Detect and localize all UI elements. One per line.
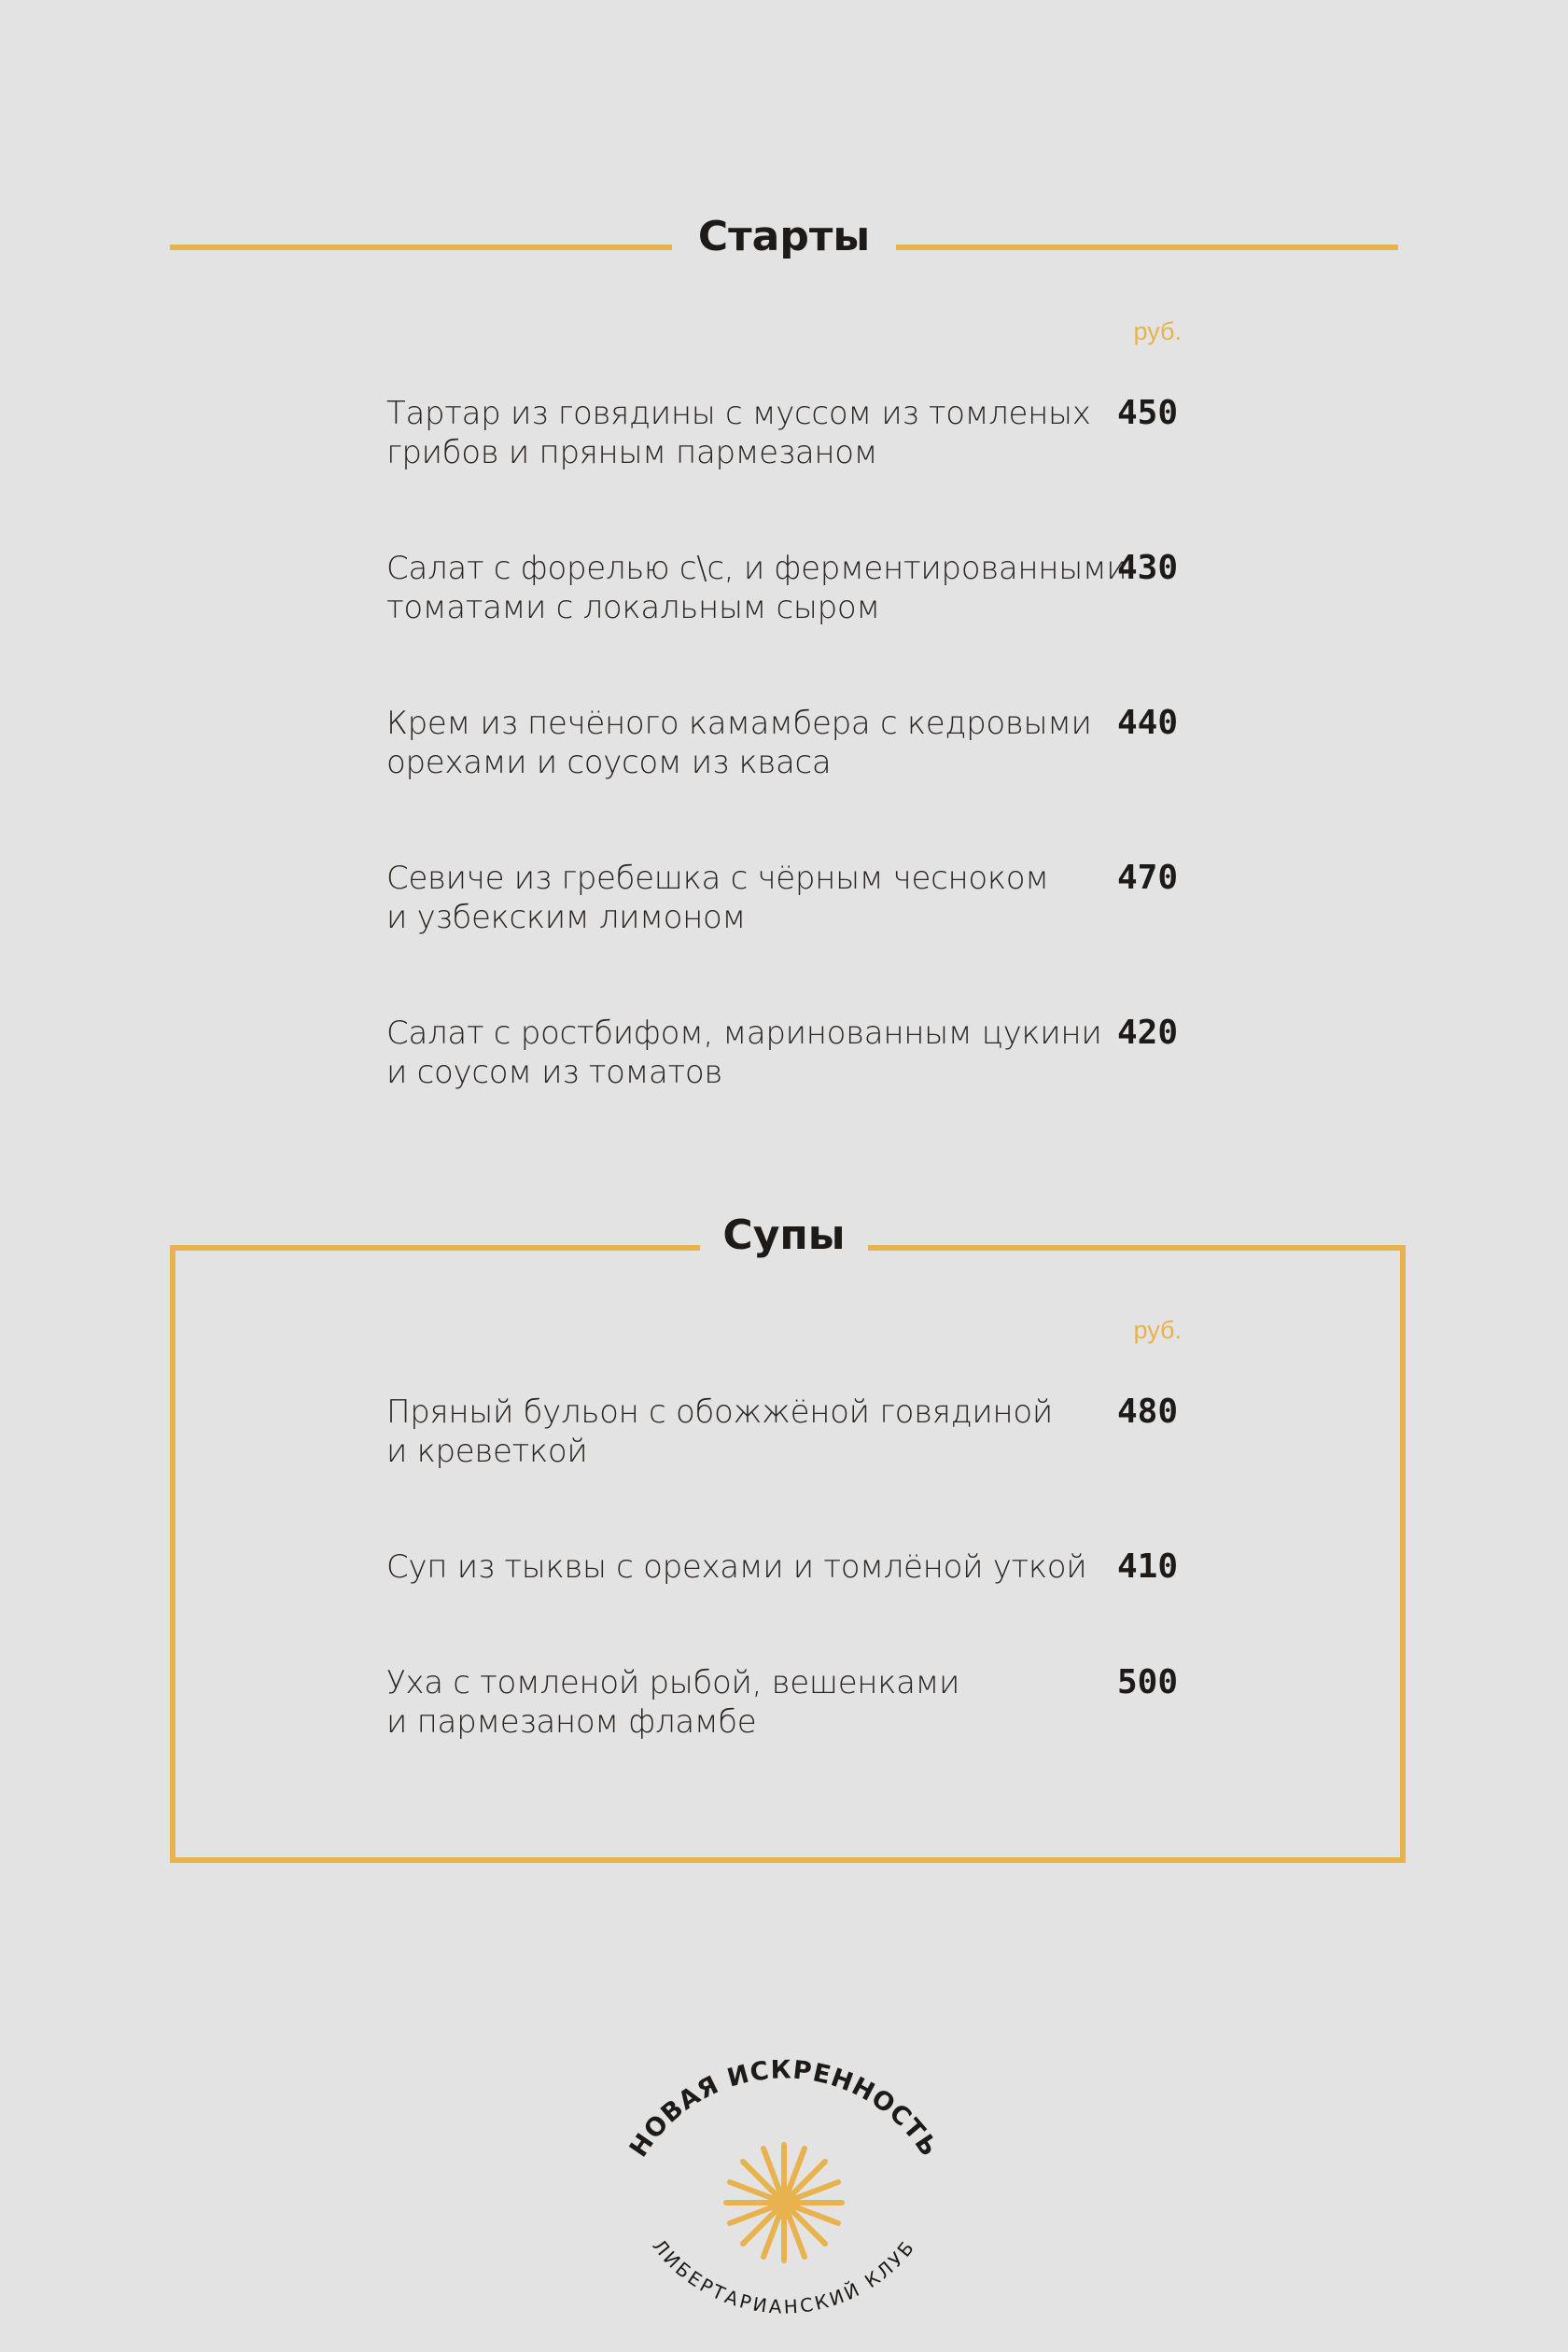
menu-item-name-cont: грибов и пряным пармезаном — [386, 434, 878, 471]
menu-item — [386, 859, 1096, 937]
menu-item — [386, 1393, 1096, 1471]
menu-item-name-cont: томатами с локальным сыром — [386, 589, 880, 626]
menu-item-price: 440 — [1116, 704, 1178, 742]
menu-item-price: 450 — [1116, 394, 1178, 432]
menu-item-price: 420 — [1116, 1014, 1178, 1052]
logo-bottom-text: ЛИБЕРТАРИАНСКИЙ КЛУБ — [648, 2234, 920, 2318]
section-title-soups: Супы — [722, 1211, 846, 1259]
menu-item-name: Крем из печёного камамбера с кедровыми — [386, 705, 1092, 742]
menu-item-name: Суп из тыквы с орехами и томлёной уткой — [386, 1548, 1087, 1586]
menu-item — [386, 1547, 1096, 1587]
menu-item-price: 470 — [1116, 859, 1178, 897]
menu-item-name: Севиче из гребешка с чёрным чесноком — [386, 860, 1049, 897]
menu-item-name: Салат с ростбифом, маринованным цукини — [386, 1015, 1102, 1052]
menu-item-name-cont: и креветкой — [386, 1433, 588, 1470]
menu-item-name-cont: и пармезаном фламбе — [386, 1703, 757, 1741]
menu-item-price: 480 — [1116, 1393, 1178, 1431]
menu-item — [386, 394, 1096, 472]
menu-item-name-cont: орехами и соусом из кваса — [386, 744, 832, 781]
currency-label: руб. — [1133, 1316, 1182, 1344]
menu-item — [386, 1014, 1102, 1092]
club-logo — [597, 2016, 971, 2352]
menu-item — [386, 549, 1127, 627]
menu-item-price: 410 — [1116, 1547, 1178, 1586]
menu-item-name: Уха с томленой рыбой, вешенками — [386, 1664, 960, 1701]
menu-item-name: Тартар из говядины с муссом из томленых — [386, 395, 1091, 432]
logo-top-text: НОВАЯ ИСКРЕННОСТЬ — [623, 2055, 945, 2163]
sun-icon — [726, 2145, 842, 2261]
menu-item-name: Пряный бульон с обожжёной говядиной — [386, 1393, 1053, 1431]
menu-item-price: 500 — [1116, 1663, 1178, 1701]
menu-item-name: Салат с форелью с\с, и ферментированными — [386, 550, 1127, 587]
menu-item-name-cont: и узбекским лимоном — [386, 899, 746, 936]
menu-item-price: 430 — [1116, 549, 1178, 587]
menu-item — [386, 1663, 1096, 1742]
section-title-starters: Старты — [697, 213, 871, 260]
currency-label: руб. — [1133, 317, 1182, 345]
menu-item-name-cont: и соусом из томатов — [386, 1054, 722, 1091]
menu-item — [386, 704, 1096, 782]
